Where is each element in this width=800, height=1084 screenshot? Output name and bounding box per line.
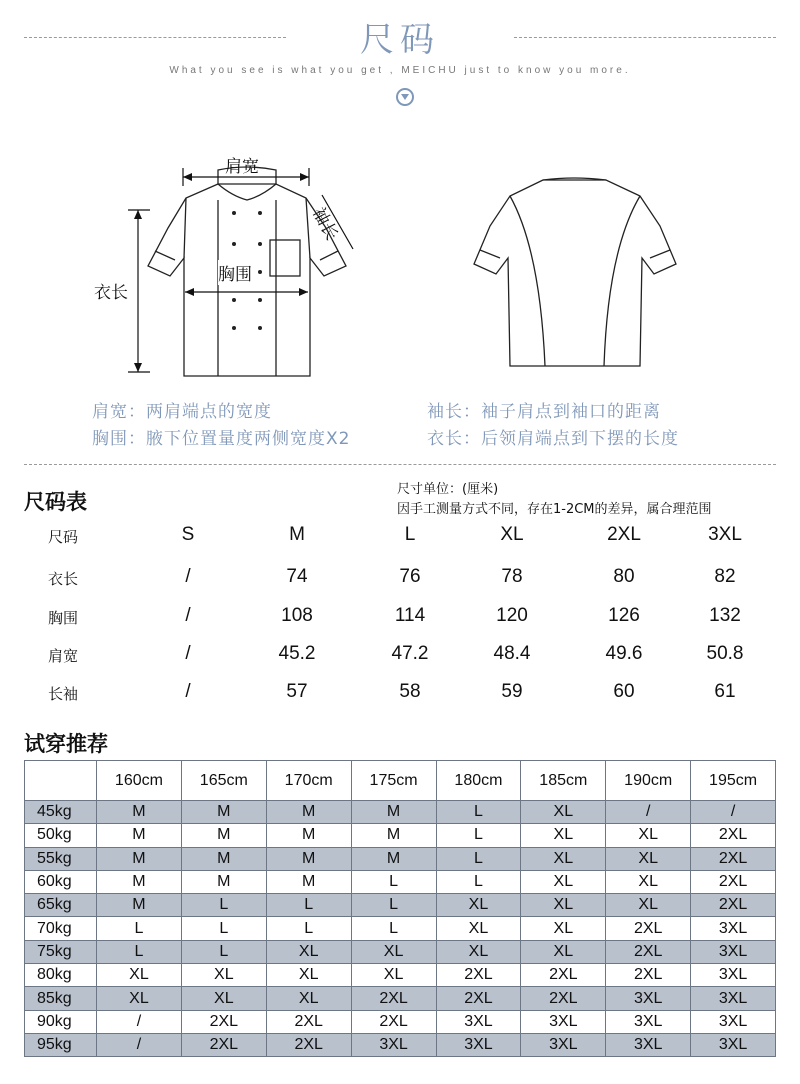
size-cell: L [351,917,436,940]
size-cell: M [266,870,351,893]
size-cell: M [181,870,266,893]
weight-cell: 65kg [25,894,97,917]
size-value: 76 [399,566,421,587]
size-value: 126 [608,605,640,626]
size-cell: 2XL [351,987,436,1010]
table-row [25,1033,776,1056]
size-value: / [185,643,191,664]
size-cell: L [181,894,266,917]
size-value: 47.2 [391,643,429,664]
size-col: S [181,524,195,545]
size-cell: L [436,870,521,893]
size-cell: 3XL [606,1033,691,1056]
size-cell: XL [351,940,436,963]
garment-diagram [0,140,800,385]
size-cell: L [436,824,521,847]
size-cell: L [351,894,436,917]
length-desc: 衣长：后领肩端点到下摆的长度 [427,429,679,449]
size-row-length [0,566,800,596]
size-row-shoulder [0,643,800,673]
size-cell: 2XL [351,1010,436,1033]
size-cell: M [351,801,436,824]
size-cell: XL [266,940,351,963]
size-cell: XL [351,964,436,987]
table-row [25,987,776,1010]
chevron-down-icon [396,88,414,106]
size-cell: 3XL [691,1010,776,1033]
size-value: 61 [714,681,736,702]
size-cell: M [181,801,266,824]
size-cell: 2XL [181,1033,266,1056]
size-header-label: 尺码 [48,528,79,546]
table-header-row [25,761,776,801]
size-cell: M [351,824,436,847]
size-cell: 3XL [521,1010,606,1033]
size-cell: M [181,824,266,847]
size-cell: 2XL [691,824,776,847]
size-cell: L [436,847,521,870]
weight-cell: 70kg [25,917,97,940]
size-cell: M [266,801,351,824]
size-cell: XL [521,847,606,870]
size-cell: XL [97,964,182,987]
size-value: 50.8 [706,643,744,664]
size-cell: M [97,847,182,870]
size-cell: XL [606,847,691,870]
size-cell: 3XL [436,1010,521,1033]
unit-note: 尺寸单位：(厘米) [397,482,499,497]
size-value: 114 [394,605,426,626]
height-header: 185cm [521,761,606,801]
size-cell: XL [181,987,266,1010]
table-row [25,940,776,963]
weight-cell: 85kg [25,987,97,1010]
size-col: M [289,524,305,545]
page-subtitle: What you see is what you get , MEICHU just to know you more. [169,65,631,76]
size-value: 120 [496,605,528,626]
size-cell: 2XL [436,987,521,1010]
size-value: 59 [501,681,523,702]
weight-cell: 50kg [25,824,97,847]
size-value: 78 [501,566,523,587]
back-shirt-outline [474,180,676,366]
size-cell: L [266,894,351,917]
size-cell: 3XL [691,964,776,987]
recommend-table [24,760,776,1057]
size-cell: L [181,940,266,963]
size-cell: L [97,917,182,940]
size-cell: 3XL [436,1033,521,1056]
table-row [25,1010,776,1033]
size-cell: 2XL [521,964,606,987]
measure-note: 因手工测量方式不同，存在1-2CM的差异，属合理范围 [397,502,712,517]
size-value: 58 [399,681,421,702]
size-cell: XL [181,964,266,987]
size-cell: 3XL [606,1010,691,1033]
size-cell: 3XL [691,1033,776,1056]
sleeve-desc: 袖长：袖子肩点到袖口的距离 [427,402,661,422]
size-value: 48.4 [493,643,531,664]
size-cell: XL [606,870,691,893]
recommend-title: 试穿推荐 [24,732,108,756]
weight-cell: 75kg [25,940,97,963]
size-cell: 2XL [266,1033,351,1056]
shoulder-label: 肩宽 [225,157,259,177]
size-cell: 2XL [606,917,691,940]
size-cell: XL [97,987,182,1010]
weight-cell: 55kg [25,847,97,870]
table-row [25,964,776,987]
sleeve-label: 袖长 [307,204,342,244]
height-header: 195cm [691,761,776,801]
size-cell: 2XL [181,1010,266,1033]
size-cell: 2XL [691,894,776,917]
size-table-title: 尺码表 [24,490,87,514]
size-cell: 3XL [351,1033,436,1056]
height-header: 160cm [97,761,182,801]
size-cell: XL [266,987,351,1010]
size-cell: 3XL [521,1033,606,1056]
size-value: 49.6 [605,643,643,664]
chest-desc: 胸围：腋下位置量度两侧宽度X2 [92,429,351,449]
size-cell: M [266,847,351,870]
size-value: / [185,566,191,587]
size-cell: XL [606,894,691,917]
weight-cell: 90kg [25,1010,97,1033]
size-cell: L [436,801,521,824]
height-header: 190cm [606,761,691,801]
size-cell: XL [521,801,606,824]
size-cell: XL [521,940,606,963]
row-label: 胸围 [48,609,79,627]
row-label: 长袖 [48,685,79,703]
size-cell: 2XL [691,847,776,870]
shoulder-desc: 肩宽：两肩端点的宽度 [92,402,272,422]
row-label: 衣长 [48,570,79,588]
size-cell: XL [521,917,606,940]
size-value: 132 [709,605,741,626]
size-col: XL [500,524,524,545]
size-cell: / [97,1010,182,1033]
size-cell: 3XL [691,987,776,1010]
section-divider [24,464,776,465]
size-col: 3XL [708,524,742,545]
size-col: 2XL [607,524,641,545]
size-cell: M [266,824,351,847]
weight-cell: 60kg [25,870,97,893]
length-label: 衣长 [94,283,128,303]
height-header: 165cm [181,761,266,801]
size-cell: M [181,847,266,870]
size-value: / [185,681,191,702]
size-cell: XL [521,824,606,847]
size-row-sleeve [0,681,800,711]
size-cell: 2XL [521,987,606,1010]
size-value: 45.2 [278,643,316,664]
size-cell: XL [436,940,521,963]
size-value: 60 [613,681,635,702]
size-row-chest [0,605,800,635]
size-cell: L [97,940,182,963]
shirt-illustration [0,140,800,385]
size-cell: 2XL [606,940,691,963]
size-cell: 2XL [691,870,776,893]
size-value: / [185,605,191,626]
size-cell: XL [521,894,606,917]
size-cell: M [351,847,436,870]
size-value: 74 [286,566,308,587]
size-cell: M [97,824,182,847]
table-row [25,847,776,870]
size-header-row [0,524,800,554]
size-cell: 2XL [606,964,691,987]
size-cell: L [181,917,266,940]
size-cell: L [266,917,351,940]
chest-label: 胸围 [218,260,252,285]
size-cell: / [691,801,776,824]
size-cell: XL [266,964,351,987]
table-row [25,801,776,824]
weight-cell: 45kg [25,801,97,824]
size-cell: L [351,870,436,893]
size-value: 108 [281,605,313,626]
table-row [25,870,776,893]
size-cell: XL [521,870,606,893]
height-header: 170cm [266,761,351,801]
size-col: L [404,524,416,545]
size-cell: M [97,894,182,917]
corner-cell [25,761,97,801]
table-row [25,894,776,917]
size-cell: M [97,870,182,893]
size-cell: 3XL [606,987,691,1010]
size-value: 57 [286,681,308,702]
row-label: 肩宽 [48,647,79,665]
table-row [25,824,776,847]
size-cell: / [606,801,691,824]
size-cell: 2XL [436,964,521,987]
size-value: 80 [613,566,635,587]
size-cell: M [97,801,182,824]
size-value: 82 [714,566,736,587]
size-cell: XL [436,894,521,917]
weight-cell: 95kg [25,1033,97,1056]
size-cell: 2XL [266,1010,351,1033]
weight-cell: 80kg [25,964,97,987]
table-row [25,917,776,940]
size-cell: 3XL [691,917,776,940]
size-cell: 3XL [691,940,776,963]
size-cell: / [97,1033,182,1056]
height-header: 180cm [436,761,521,801]
page-title: 尺码 [360,20,440,60]
height-header: 175cm [351,761,436,801]
size-cell: XL [606,824,691,847]
size-cell: XL [436,917,521,940]
